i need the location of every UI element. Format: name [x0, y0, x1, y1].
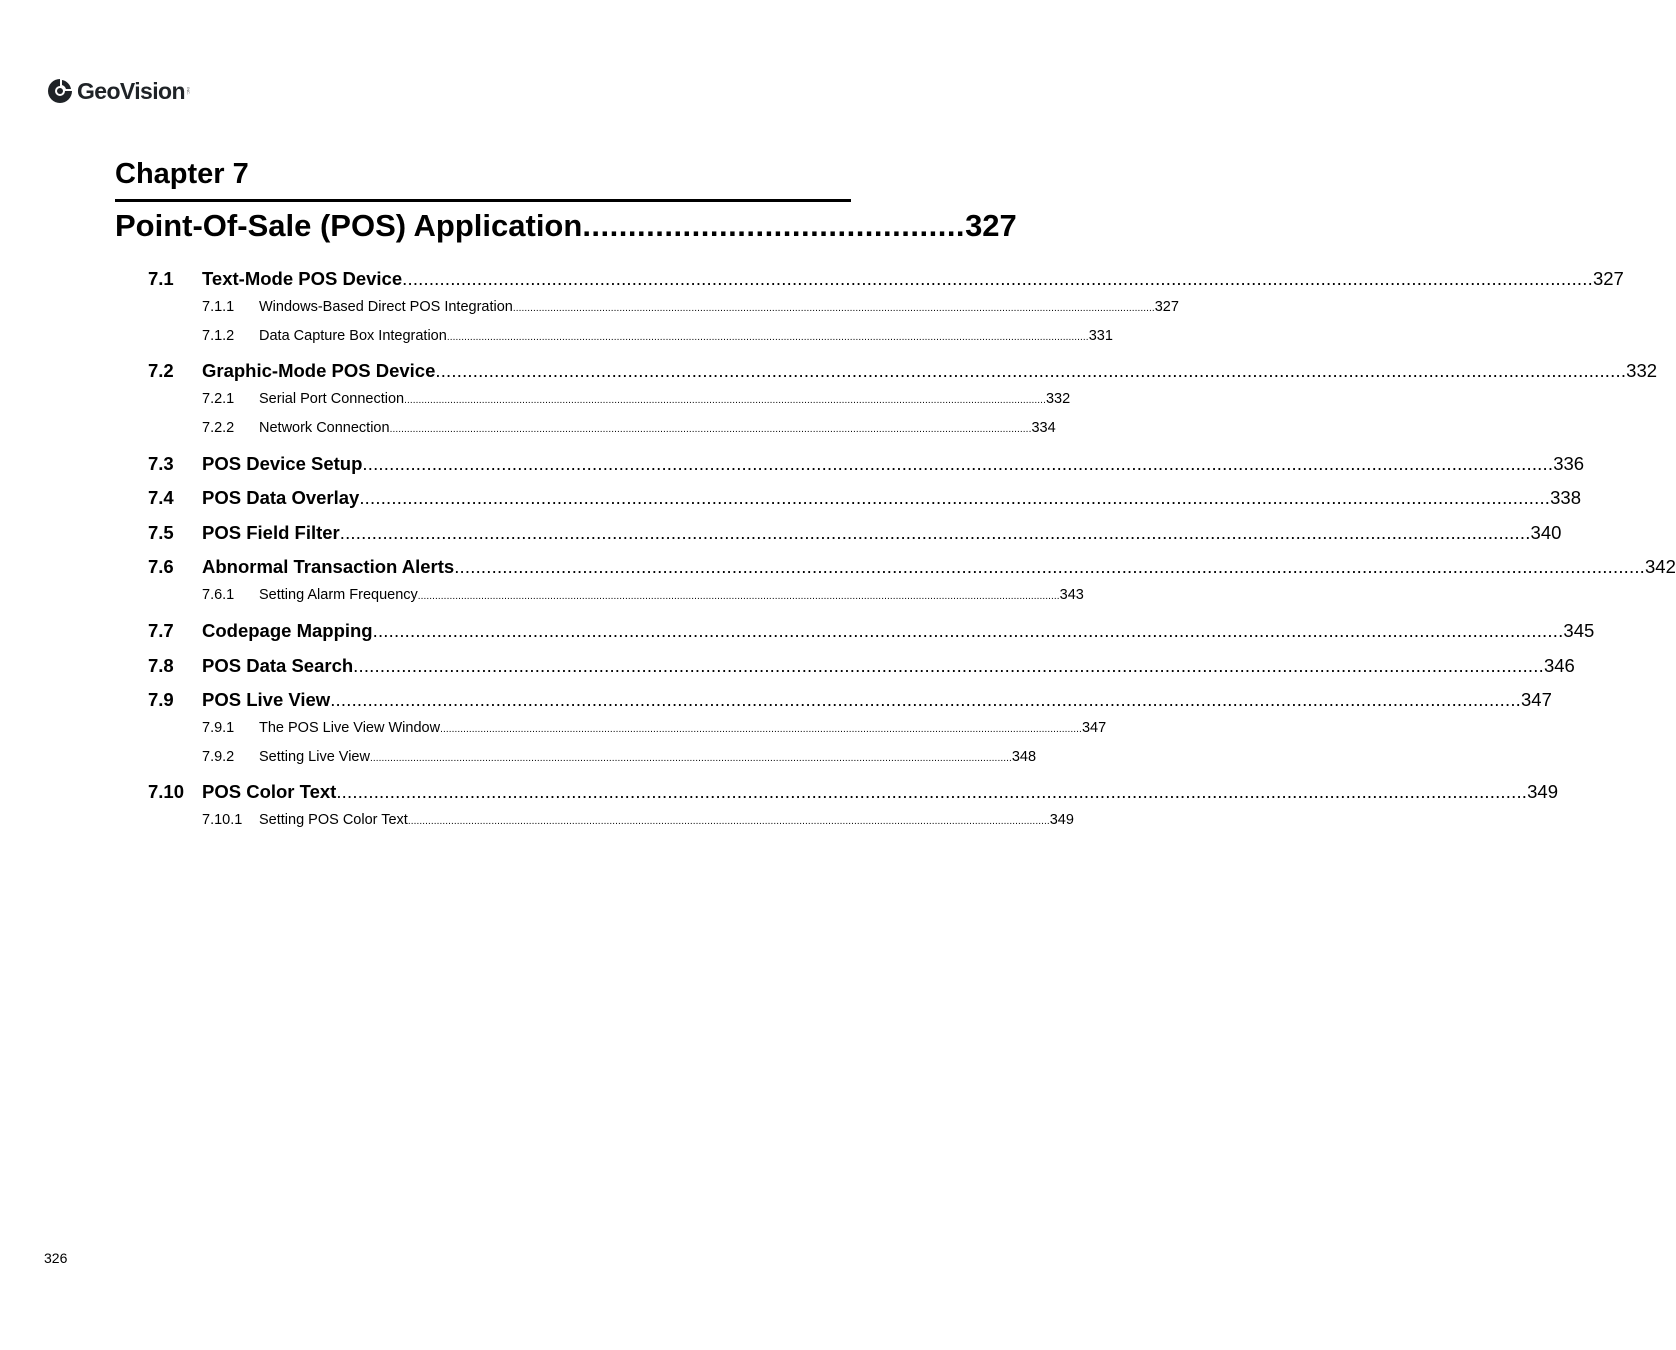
- toc-entry-number: 7.7: [148, 620, 174, 641]
- toc-entry-page: 331: [1088, 328, 1113, 344]
- toc-leader-dots: ...............................................................................................................................................................................................................................: [389, 424, 1032, 435]
- toc-entry-page: 334: [1031, 420, 1056, 436]
- toc-entry[interactable]: [202, 420, 1056, 440]
- toc-entry-page: 349: [1527, 781, 1558, 802]
- toc-entry-page: 346: [1543, 655, 1575, 676]
- toc-entry[interactable]: [148, 781, 1558, 807]
- chapter-leader-dots: ..........................................: [582, 208, 966, 243]
- brand-name: GeoVision: [77, 77, 185, 104]
- toc-entry-number: 7.1.1: [202, 299, 235, 315]
- toc-entry-title: Codepage Mapping: [202, 620, 373, 641]
- toc-entry[interactable]: [148, 360, 1658, 386]
- toc-entry-page: 327: [1154, 299, 1179, 315]
- toc-leader-dots: ...............................................................................................................................................................................................................................: [404, 395, 1046, 406]
- toc-entry-title: Network Connection: [259, 420, 390, 436]
- toc-entry-page: 336: [1553, 453, 1585, 474]
- toc-entry[interactable]: [148, 689, 1552, 715]
- toc-entry[interactable]: [202, 812, 1074, 832]
- toc-leader-dots: ...............................................................................................................................................................................................................................: [336, 781, 1528, 802]
- toc-leader-dots: ...............................................................................................................................................................................................................................: [339, 522, 1531, 543]
- toc-entry-page: 349: [1049, 812, 1074, 828]
- toc-entry[interactable]: [202, 720, 1107, 740]
- toc-entry-page: 347: [1081, 720, 1107, 736]
- toc-entry-number: 7.1: [148, 268, 174, 289]
- chapter-title: Point-Of-Sale (POS) Application: [115, 208, 583, 243]
- toc-entry[interactable]: [148, 268, 1624, 294]
- toc-entry[interactable]: [202, 391, 1071, 411]
- toc-entry-title: POS Device Setup: [202, 453, 363, 474]
- toc-leader-dots: ...............................................................................................................................................................................................................................: [353, 655, 1544, 676]
- toc-entry[interactable]: [202, 749, 1037, 769]
- toc-leader-dots: ...............................................................................................................................................................................................................................: [369, 753, 1012, 764]
- toc-leader-dots: ...............................................................................................................................................................................................................................: [402, 268, 1593, 289]
- toc-entry-page: 347: [1521, 689, 1552, 710]
- brand-suffix: INC.: [185, 87, 191, 95]
- toc-entry-number: 7.10: [148, 781, 185, 802]
- toc-entry-number: 7.6.1: [202, 587, 235, 603]
- toc-entry-title: POS Data Overlay: [202, 487, 360, 508]
- toc-leader-dots: ...............................................................................................................................................................................................................................: [330, 689, 1521, 710]
- toc-leader-dots: ...............................................................................................................................................................................................................................: [372, 620, 1564, 641]
- toc-entry[interactable]: [202, 299, 1179, 319]
- toc-entry-number: 7.9.1: [202, 720, 235, 736]
- toc-entry-title: POS Color Text: [202, 781, 337, 802]
- toc-entry-title: Setting POS Color Text: [259, 812, 408, 828]
- toc-entry-number: 7.8: [148, 655, 174, 676]
- toc-leader-dots: ...............................................................................................................................................................................................................................: [440, 724, 1082, 735]
- toc-entry-title: POS Live View: [202, 689, 331, 710]
- toc-entry[interactable]: [148, 655, 1575, 681]
- toc-entry-number: 7.2.2: [202, 420, 235, 436]
- toc-entry-title: Text-Mode POS Device: [202, 268, 403, 289]
- toc-entry-title: Graphic-Mode POS Device: [202, 360, 436, 381]
- toc-entry-page: 340: [1530, 522, 1562, 543]
- toc-entry-title: The POS Live View Window: [259, 720, 441, 736]
- toc-entry-number: 7.3: [148, 453, 174, 474]
- chapter-label: Chapter 7: [115, 158, 249, 190]
- toc-leader-dots: ...............................................................................................................................................................................................................................: [362, 453, 1554, 474]
- toc-entry[interactable]: [148, 522, 1562, 548]
- toc-entry-title: POS Field Filter: [202, 522, 340, 543]
- toc-entry-number: 7.2: [148, 360, 174, 381]
- toc-entry-title: POS Data Search: [202, 655, 354, 676]
- toc-entry[interactable]: [148, 487, 1582, 513]
- toc-entry-page: 332: [1045, 391, 1071, 407]
- toc-leader-dots: ...............................................................................................................................................................................................................................: [435, 360, 1627, 381]
- toc-entry-number: 7.9.2: [202, 749, 235, 765]
- toc-entry-title: Abnormal Transaction Alerts: [202, 556, 455, 577]
- toc-leader-dots: ...............................................................................................................................................................................................................................: [454, 556, 1646, 577]
- toc-entry-page: 345: [1563, 620, 1595, 641]
- toc-entry[interactable]: [148, 620, 1595, 646]
- toc-entry[interactable]: [148, 453, 1585, 479]
- toc-entry-page: 343: [1059, 587, 1084, 603]
- toc-entry-title: Setting Alarm Frequency: [259, 587, 418, 603]
- toc-entry[interactable]: [202, 587, 1084, 607]
- toc-entry-title: Serial Port Connection: [259, 391, 405, 407]
- toc-entry-number: 7.9: [148, 689, 174, 710]
- page-number: 326: [44, 1250, 68, 1266]
- toc-leader-dots: ...............................................................................................................................................................................................................................: [359, 487, 1551, 508]
- toc-entry-number: 7.10.1: [202, 812, 243, 828]
- toc-entry-page: 327: [1592, 268, 1624, 289]
- toc-leader-dots: ...............................................................................................................................................................................................................................: [446, 332, 1089, 343]
- toc-entry-number: 7.6: [148, 556, 174, 577]
- toc-entry-title: Data Capture Box Integration: [259, 328, 447, 344]
- toc-entry-number: 7.2.1: [202, 391, 235, 407]
- toc-entry[interactable]: [202, 328, 1113, 348]
- chapter-page: 327: [965, 208, 1017, 243]
- toc-entry-title: Setting Live View: [259, 749, 370, 765]
- toc-leader-dots: ...............................................................................................................................................................................................................................: [512, 303, 1155, 314]
- toc-entry-page: 348: [1011, 749, 1037, 765]
- toc-entry-number: 7.4: [148, 487, 174, 508]
- toc-entry[interactable]: [148, 556, 1676, 582]
- toc-entry-page: 342: [1645, 556, 1676, 577]
- toc-leader-dots: ...............................................................................................................................................................................................................................: [417, 591, 1060, 602]
- toc-entry-page: 338: [1550, 487, 1582, 508]
- toc-entry-title: Windows-Based Direct POS Integration: [259, 299, 513, 315]
- toc-entry-number: 7.5: [148, 522, 174, 543]
- toc-entry-number: 7.1.2: [202, 328, 235, 344]
- toc-entry-page: 332: [1626, 360, 1658, 381]
- toc-leader-dots: ...............................................................................................................................................................................................................................: [407, 816, 1050, 827]
